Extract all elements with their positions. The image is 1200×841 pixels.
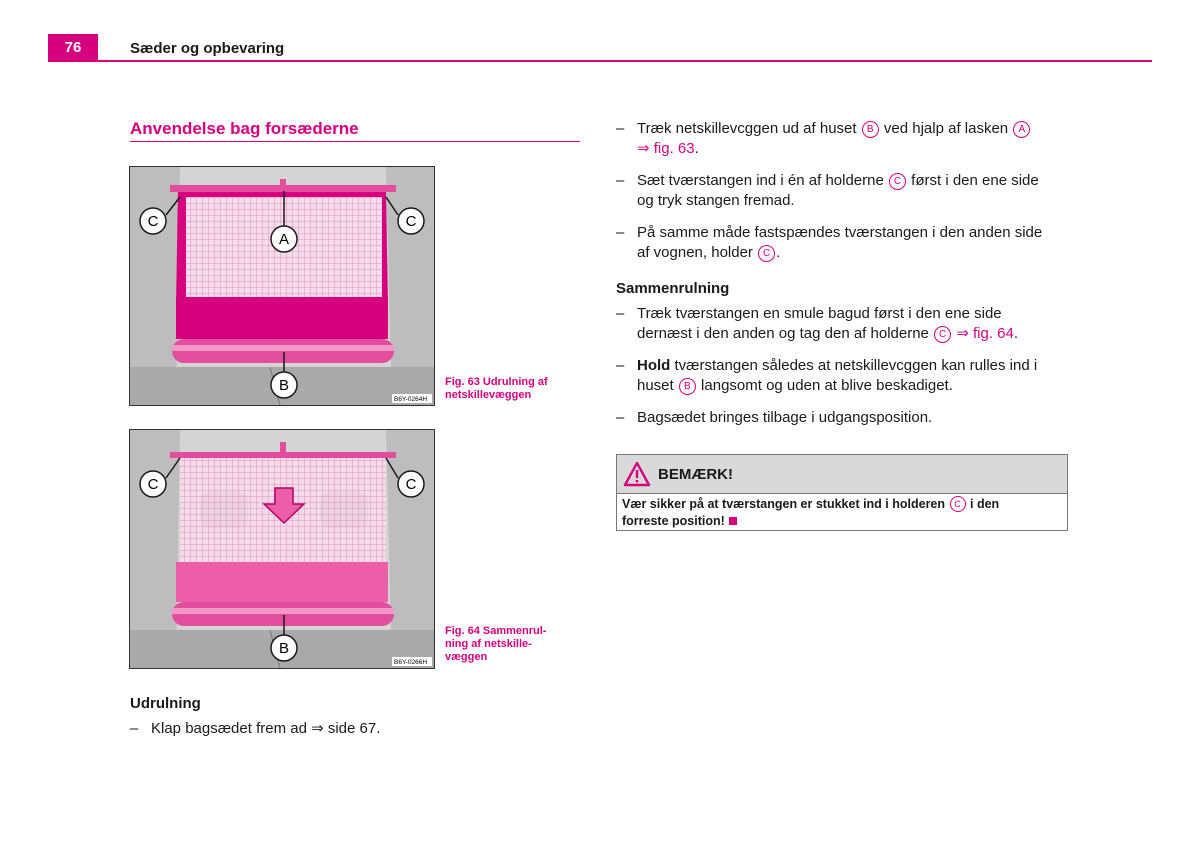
- header-rule: [48, 60, 1152, 62]
- list-item: – Træk tværstangen en smule bagud først i den ene side dernæst i den anden og tag den af holderne C ⇒ fig. 64.: [616, 305, 1019, 342]
- svg-text:B: B: [278, 377, 290, 394]
- list-item: – Hold tværstangen således at netskillevcggen kan rulles ind i huset B langsomt og uden at blive beskadiget.: [616, 357, 1038, 394]
- section-title: Anvendelse bag forsæderne: [130, 119, 359, 138]
- ref-c-icon: C: [889, 173, 906, 190]
- fig-63-link[interactable]: ⇒ fig. 63: [637, 140, 695, 157]
- callout-c-right: [398, 208, 424, 234]
- svg-text:C: C: [405, 476, 417, 493]
- figure-64-caption: Fig. 64 Sammenrul- ning af netskille- væggen: [445, 625, 547, 663]
- section-rule: [130, 141, 580, 142]
- ref-c-icon: C: [934, 326, 951, 343]
- end-marker-icon: [729, 517, 737, 525]
- callout-c-left: [140, 208, 166, 234]
- svg-text:A: A: [278, 231, 290, 248]
- list-item: – Træk netskillevcggen ud af huset B ved hjalp af lasken A ⇒ fig. 63.: [616, 119, 1076, 159]
- udrulning-heading: Udrulning: [130, 695, 201, 712]
- note-header: [617, 455, 1067, 494]
- ref-c-icon: C: [950, 496, 966, 512]
- figure-63-illustration: [129, 166, 435, 406]
- ref-a-icon: A: [1013, 121, 1030, 138]
- chapter-title: Sæder og opbevaring: [130, 40, 285, 57]
- figure-code: B6Y-0266H: [394, 659, 428, 666]
- callout-b: [271, 372, 297, 398]
- warning-icon: [623, 461, 651, 487]
- callout-a: [271, 226, 297, 252]
- fig-64-link[interactable]: ⇒ fig. 64: [956, 325, 1014, 342]
- page-link[interactable]: ⇒ side 67.: [311, 720, 381, 737]
- note-text: Vær sikker på at tværstangen er stukket ind i holderen C i den forreste position!: [622, 497, 1000, 528]
- svg-text:C: C: [405, 213, 417, 230]
- note-title: BEMÆRK!: [658, 466, 733, 483]
- svg-text:C: C: [147, 476, 159, 493]
- list-item: – Bagsædet bringes tilbage i udgangsposition.: [616, 409, 933, 426]
- ref-c-icon: C: [758, 245, 775, 262]
- sammenrulning-heading: Sammenrulning: [616, 280, 730, 297]
- list-item: – Klap bagsædet frem ad ⇒ side 67.: [130, 720, 381, 737]
- callout-c-left: [140, 471, 166, 497]
- list-item: – Sæt tværstangen ind i én af holderne C først i den ene side og tryk stangen fremad.: [616, 172, 1039, 209]
- ref-b-icon: B: [679, 378, 696, 395]
- list-item: – På samme måde fastspændes tværstangen i den anden side af vognen, holder C .: [616, 224, 1043, 261]
- figure-64-illustration: [129, 429, 435, 669]
- figure-code: B6Y-0264H: [394, 396, 428, 403]
- page-number: 76: [48, 34, 98, 62]
- warning-note: [616, 454, 1068, 531]
- ref-b-icon: B: [862, 121, 879, 138]
- svg-text:C: C: [147, 213, 159, 230]
- callout-c-right: [398, 471, 424, 497]
- figure-63-caption: Fig. 63 Udrulning af netskillevæggen: [445, 376, 548, 401]
- svg-text:B: B: [278, 640, 290, 657]
- callout-b: [271, 635, 297, 661]
